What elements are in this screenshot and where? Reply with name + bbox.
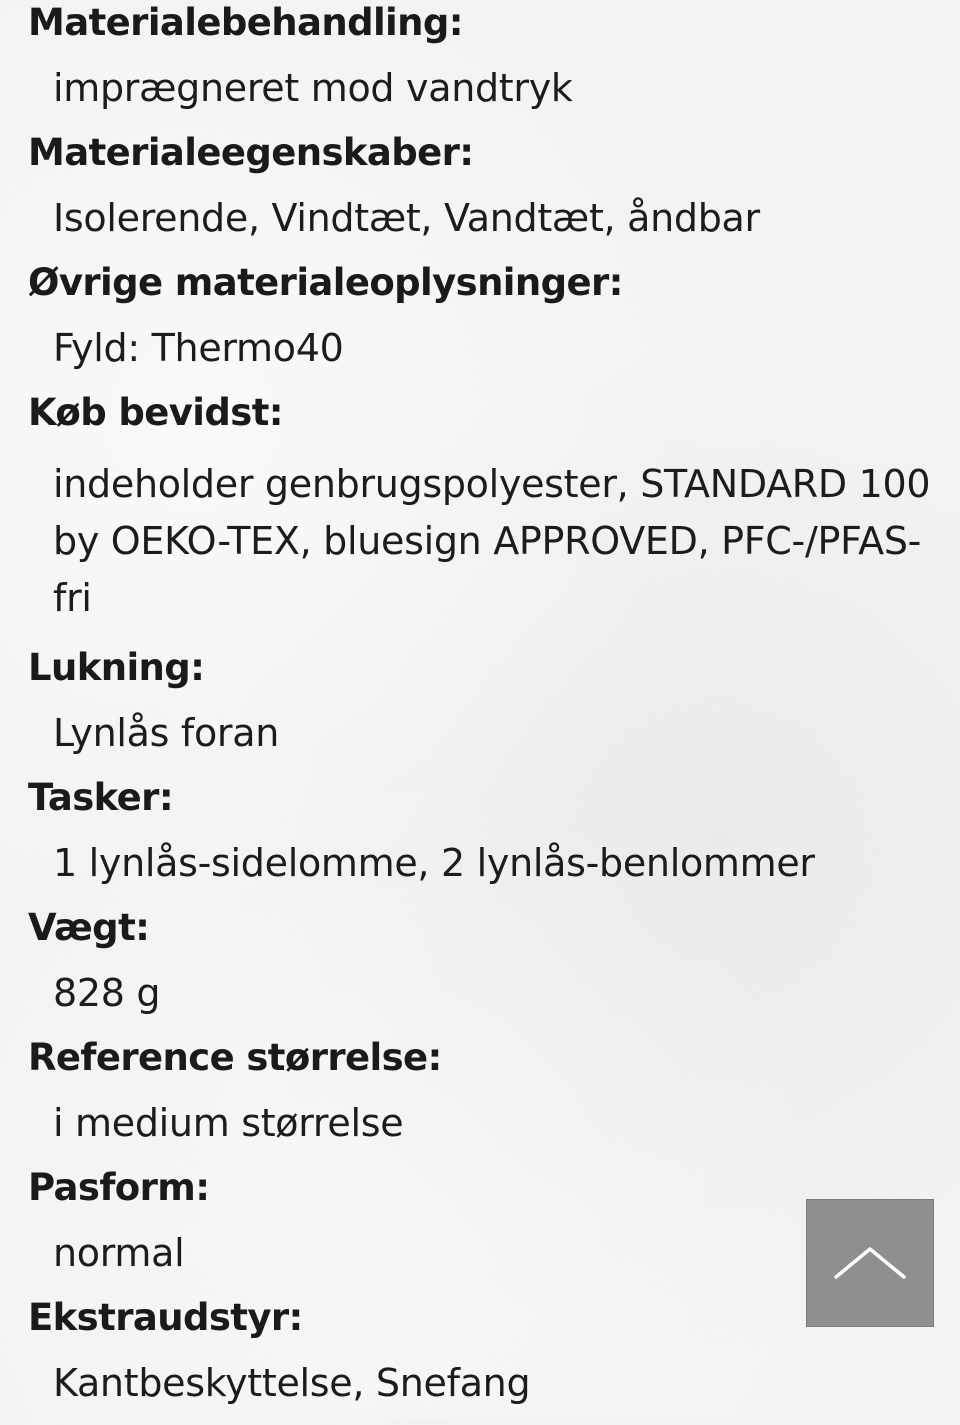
spec-label: Øvrige materialeoplysninger: [28,261,623,304]
spec-item-materialeegenskaber [28,130,928,260]
spec-label: Ekstraudstyr: [28,1296,303,1339]
spec-item-tasker [28,775,928,905]
spec-item-lukning [28,645,928,775]
spec-item-ekstraudstyr [28,1295,928,1425]
spec-item-materialebehandling [28,0,928,130]
spec-value: i medium størrelse [53,1101,404,1145]
spec-label: Reference størrelse: [28,1036,442,1079]
spec-item-vaegt [28,905,928,1035]
spec-label: Tasker: [28,776,174,819]
spec-value: Fyld: Thermo40 [53,326,344,370]
spec-value: Isolerende, Vindtæt, Vandtæt, åndbar [53,196,760,240]
spec-item-reference-stoerrelse [28,1035,928,1165]
scroll-to-top-button[interactable] [806,1199,934,1327]
spec-value: Lynlås foran [53,711,279,755]
spec-value: Kantbeskyttelse, Snefang [53,1361,531,1405]
spec-value: 828 g [53,971,161,1015]
spec-label: Materialebehandling: [28,1,463,44]
spec-value: normal [53,1231,185,1275]
spec-value: 1 lynlås-sidelomme, 2 lynlås-benlommer [53,841,815,885]
spec-label: Pasform: [28,1166,210,1209]
chevron-up-icon [832,1243,908,1283]
spec-label: Materialeegenskaber: [28,131,474,174]
spec-label: Vægt: [28,906,150,949]
spec-item-koeb-bevidst [28,390,943,627]
spec-value: indeholder genbrugspolyester, STANDARD 100 by OEKO-TEX, bluesign APPROVED, PFC-/PFAS-fri [53,462,943,620]
spec-label: Køb bevidst: [28,391,283,434]
spec-value: imprægneret mod vandtryk [53,66,573,110]
spec-label: Lukning: [28,646,205,689]
product-specifications [28,0,943,1425]
spec-item-materialeoplysninger [28,260,928,390]
spec-item-pasform [28,1165,928,1295]
